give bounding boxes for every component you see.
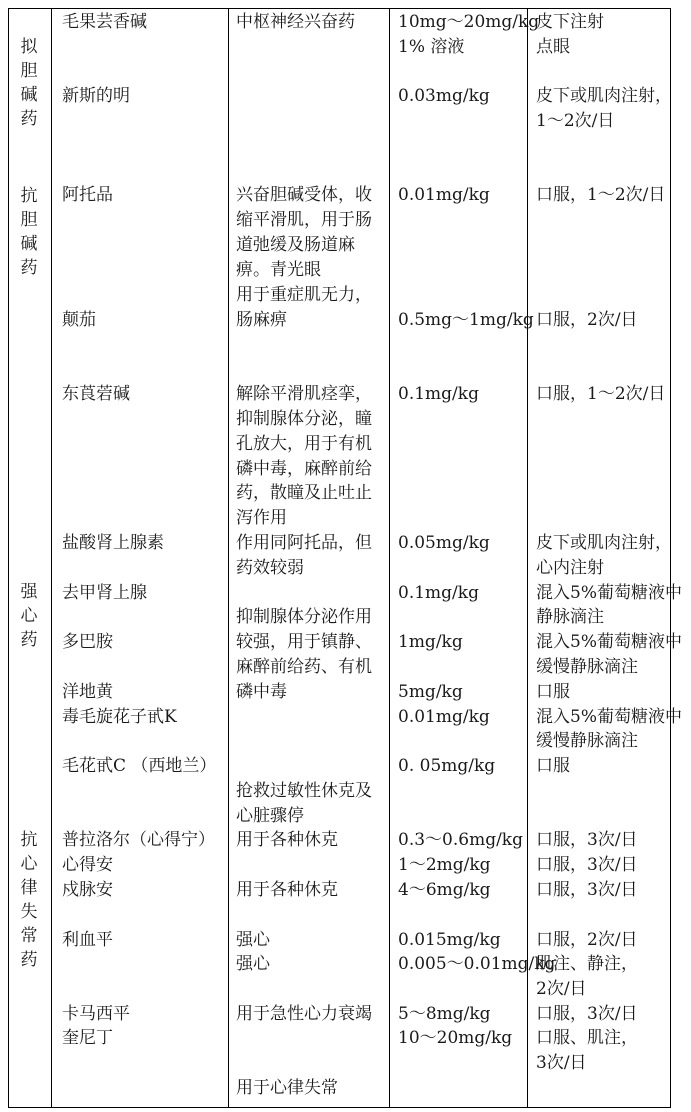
drug-route-line: 口服，2次/日	[536, 930, 638, 950]
drug-use-line: 麻醉前给药、有机	[236, 657, 372, 677]
drug-use-line: 用于各种休克	[236, 880, 338, 900]
drug-route-line: 口服，3次/日	[536, 830, 638, 850]
drug-use-line: 解除平滑肌痉挛，	[236, 384, 372, 404]
group-label: 抗胆碱药	[20, 186, 38, 278]
drug-route-line: 皮下注射	[536, 12, 604, 32]
drug-dose: 0.1mg/kg	[398, 583, 479, 603]
drug-dose: 10～20mg/kg	[398, 1028, 513, 1048]
drug-name: 新斯的明	[62, 86, 130, 106]
drug-route-line: 口服，2次/日	[536, 310, 638, 330]
drug-name: 颠茄	[62, 310, 96, 330]
drug-use-line: 药效较弱	[236, 558, 304, 578]
drug-use-line: 泻作用	[236, 508, 287, 528]
drug-use-line: 用于心律失常	[236, 1078, 338, 1098]
column-divider-use	[389, 8, 390, 1108]
drug-dose: 1mg/kg	[398, 632, 463, 652]
drug-dose: 1～2mg/kg	[398, 855, 491, 875]
drug-route-line: 口服，3次/日	[536, 880, 638, 900]
drug-route-line: 点眼	[536, 37, 570, 57]
drug-dose: 0.05mg/kg	[398, 533, 490, 553]
drug-route-line: 缓慢静脉滴注	[536, 657, 638, 677]
drug-route-line: 口服，1～2次/日	[536, 384, 666, 404]
drug-use-line: 孔放大，用于有机	[236, 434, 372, 454]
drug-dose: 0.3～0.6mg/kg	[398, 830, 523, 850]
drug-name: 毛果芸香碱	[62, 12, 147, 32]
drug-dose: 0.5mg～1mg/kg	[398, 310, 534, 330]
drug-dose: 0.01mg/kg	[398, 707, 490, 727]
drug-use-line: 心脏骤停	[236, 806, 304, 826]
drug-name: 奎尼丁	[62, 1028, 113, 1048]
drug-use-line: 药，散瞳及止吐止	[236, 483, 372, 503]
drug-name: 东莨菪碱	[62, 384, 130, 404]
table-border-top	[8, 8, 671, 9]
drug-use-line: 抑制腺体分泌作用	[236, 607, 372, 627]
drug-use-line: 抑制腺体分泌，瞳	[236, 409, 372, 429]
drug-use-line: 用于各种休克	[236, 830, 338, 850]
drug-route-line: 口服，3次/日	[536, 855, 638, 875]
drug-use-line: 磷中毒	[236, 682, 287, 702]
drug-route-line: 口服	[536, 682, 570, 702]
drug-use-line: 抢救过敏性休克及	[236, 781, 372, 801]
drug-name: 戍脉安	[62, 880, 113, 900]
drug-dose: 0.005～0.01mg/kg	[398, 954, 556, 974]
drug-use-line: 作用同阿托品，但	[236, 533, 372, 553]
drug-use-line: 痹。青光眼	[236, 260, 321, 280]
drug-name: 普拉洛尔（心得宁）	[62, 830, 215, 850]
drug-name: 毒毛旋花子甙K	[62, 707, 177, 727]
drug-dose: 0. 05mg/kg	[398, 756, 496, 776]
drug-dose: 10mg～20mg/kg	[398, 12, 540, 32]
drug-use-line: 较强，用于镇静、	[236, 632, 372, 652]
drug-dose: 4～6mg/kg	[398, 880, 491, 900]
drug-use-line: 磷中毒，麻醉前给	[236, 459, 372, 479]
drug-dose: 0.015mg/kg	[398, 930, 501, 950]
drug-use-line: 兴奋胆碱受体，收	[236, 185, 372, 205]
drug-name: 心得安	[62, 855, 113, 875]
table-border-left	[8, 8, 9, 1108]
drug-name: 毛花甙C （西地兰）	[62, 756, 217, 776]
drug-name: 去甲肾上腺	[62, 583, 147, 603]
drug-dose: 0.1mg/kg	[398, 384, 479, 404]
drug-use-line: 强心	[236, 930, 270, 950]
drug-dose: 0.03mg/kg	[398, 86, 490, 106]
drug-use-line: 道弛缓及肠道麻	[236, 235, 355, 255]
drug-name: 多巴胺	[62, 632, 113, 652]
drug-use-line: 中枢神经兴奋药	[236, 12, 355, 32]
drug-route-line: 皮下或肌肉注射，	[536, 86, 672, 106]
drug-dose: 1% 溶液	[398, 37, 465, 57]
table-border-bottom	[8, 1107, 671, 1108]
column-divider-dose	[527, 8, 528, 1108]
drug-route-line: 口服	[536, 756, 570, 776]
drug-route-line: 2次/日	[536, 979, 587, 999]
drug-use-line: 用于重症肌无力，	[236, 285, 372, 305]
group-label: 拟胆碱药	[20, 37, 38, 129]
drug-route-line: 1～2次/日	[536, 111, 615, 131]
drug-route-line: 缓慢静脉滴注	[536, 731, 638, 751]
column-divider-name	[228, 8, 229, 1108]
table-border-right	[670, 8, 671, 1108]
group-label: 抗心律失常药	[20, 830, 38, 970]
drug-route-line: 口服、肌注，	[536, 1028, 638, 1048]
drug-use-line: 缩平滑肌，用于肠	[236, 210, 372, 230]
drug-route-line: 口服，3次/日	[536, 1004, 638, 1024]
drug-name: 洋地黄	[62, 682, 113, 702]
drug-name: 盐酸肾上腺素	[62, 533, 164, 553]
drug-name: 阿托品	[62, 185, 113, 205]
drug-route-line: 肌注、静注，	[536, 954, 638, 974]
drug-route-line: 皮下或肌肉注射，	[536, 533, 672, 553]
drug-dose: 5mg/kg	[398, 682, 463, 702]
drug-route-line: 静脉滴注	[536, 607, 604, 627]
drug-name: 利血平	[62, 930, 113, 950]
drug-route-line: 心内注射	[536, 558, 604, 578]
drug-route-line: 混入5%葡萄糖液中	[536, 632, 682, 652]
drug-route-line: 混入5%葡萄糖液中	[536, 583, 682, 603]
drug-route-line: 混入5%葡萄糖液中	[536, 707, 682, 727]
group-label: 强心药	[20, 582, 38, 650]
drug-use-line: 强心	[236, 954, 270, 974]
drug-dose: 5～8mg/kg	[398, 1004, 491, 1024]
drug-use-line: 用于急性心力衰竭	[236, 1004, 372, 1024]
column-divider-group	[51, 8, 52, 1108]
drug-name: 卡马西平	[62, 1004, 130, 1024]
drug-route-line: 口服，1～2次/日	[536, 185, 666, 205]
drug-use-line: 肠麻痹	[236, 310, 287, 330]
drug-route-line: 3次/日	[536, 1053, 587, 1073]
drug-dose: 0.01mg/kg	[398, 185, 490, 205]
